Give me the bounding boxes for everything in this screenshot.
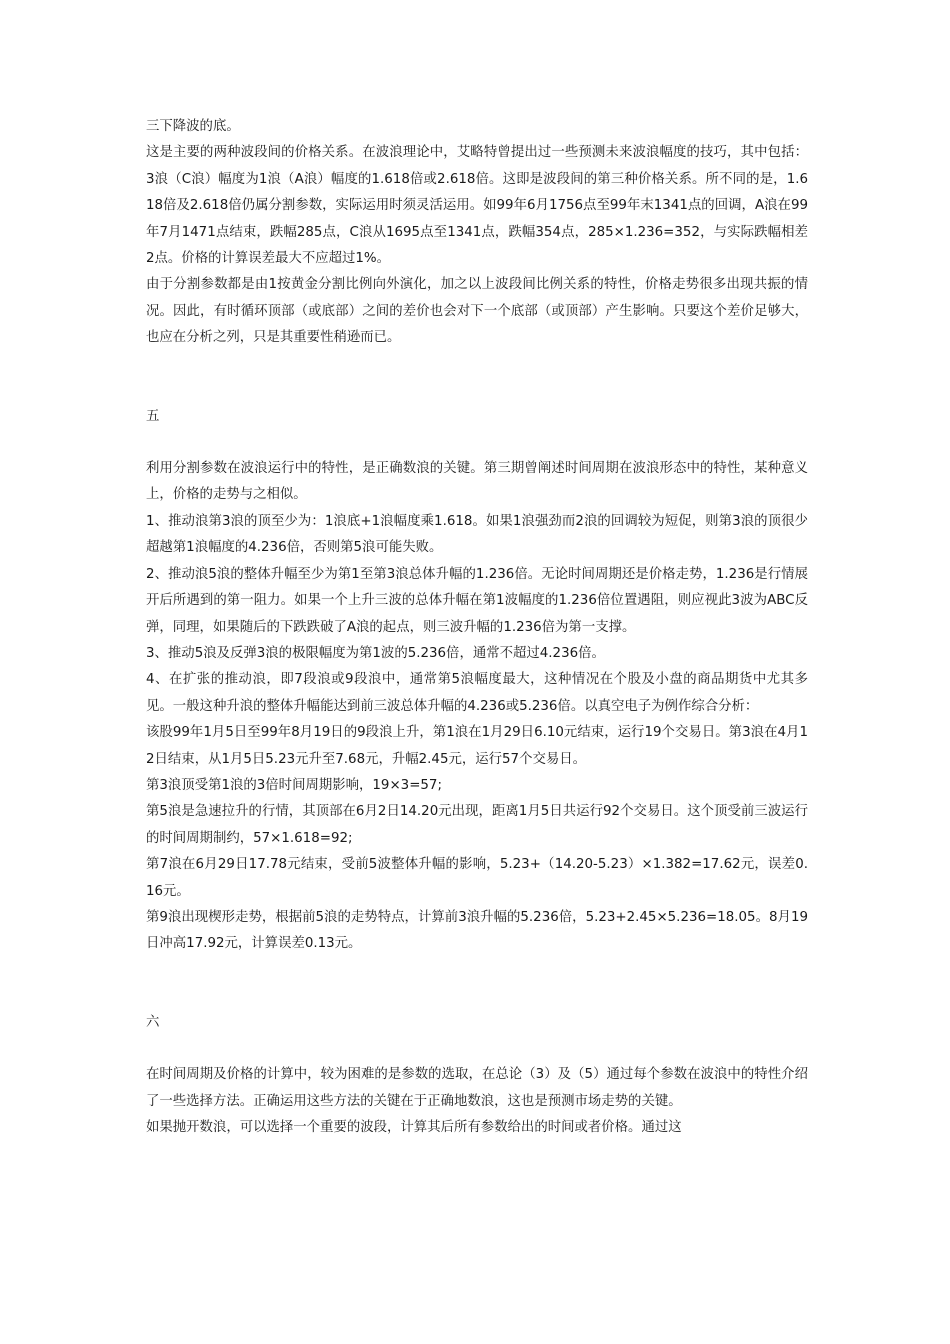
paragraph: 1、推动浪第3浪的顶至少为：1浪底+1浪幅度乘1.618。如果1浪强劲而2浪的回调较为短促，则第3浪的顶很少超越第1浪幅度的4.236倍，否则第5浪可能失败。 bbox=[146, 513, 808, 556]
section-heading-5: 五 bbox=[146, 408, 160, 424]
spacer bbox=[146, 958, 808, 1010]
spacer bbox=[146, 1036, 808, 1062]
paragraph: 第3浪顶受第1浪的3倍时间周期影响，19×3=57; bbox=[146, 777, 442, 793]
paragraph: 2、推动浪5浪的整体升幅至少为第1至第3浪总体升幅的1.236倍。无论时间周期还是价格走势，1.236是行情展开后所遇到的第一阻力。如果一个上升三波的总体升幅在第1波幅度的1.236倍位置遇阻，则应视此3波为ABC反弹，同理，如果随后的下跌跌破了A浪的起点，则三波升幅的1.236倍为第一支撑。 bbox=[146, 566, 808, 635]
paragraph: 4、在扩张的推动浪，即7段浪或9段浪中，通常第5浪幅度最大，这种情况在个股及小盘的商品期货中尤其多见。一般这种升浪的整体升幅能达到前三波总体升幅的4.236或5.236倍。以真空电子为例作综合分析： bbox=[146, 672, 808, 714]
paragraph: 第7浪在6月29日17.78元结束，受前5波整体升幅的影响，5.23+（14.20-5.23）×1.382=17.62元，误差0.16元。 bbox=[146, 857, 808, 899]
section-heading-6: 六 bbox=[146, 1014, 160, 1030]
paragraph: 如果抛开数浪，可以选择一个重要的波段，计算其后所有参数给出的时间或者价格。通过这 bbox=[146, 1120, 682, 1135]
paragraph: 这是主要的两种波段间的价格关系。在波浪理论中，艾略特曾提出过一些预测未来波浪幅度的技巧，其中包括：3浪（C浪）幅度为1浪（A浪）幅度的1.618倍或2.618倍。这即是波段间的第三种价格关系。所不同的是，1.618倍及2.618倍仍属分割参数，实际运用时须灵活运用。如99年6月1756点至99年末1341点的回调，A浪在99年7月1471点结束，跌幅285点，C浪从1695点至1341点，跌幅354点，285×1.236=352，与实际跌幅相差2点。价格的计算误差最大不应超过1%。 bbox=[146, 145, 808, 267]
spacer bbox=[146, 352, 808, 404]
document-page bbox=[146, 114, 808, 1141]
paragraph: 第9浪出现楔形走势，根据前5浪的走势特点，计算前3浪升幅的5.236倍，5.23+2.45×5.236=18.05。8月19日冲高17.92元，计算误差0.13元。 bbox=[146, 909, 808, 952]
spacer bbox=[146, 430, 808, 456]
paragraph: 三下降波的底。 bbox=[146, 119, 240, 134]
paragraph: 3、推动5浪及反弹3浪的极限幅度为第1波的5.236倍，通常不超过4.236倍。 bbox=[146, 645, 605, 661]
paragraph: 该股99年1月5日至99年8月19日的9段浪上升，第1浪在1月29日6.10元结束，运行19个交易日。第3浪在4月12日结束，从1月5日5.23元升至7.68元，升幅2.45元，运行57个交易日。 bbox=[146, 725, 808, 767]
paragraph: 在时间周期及价格的计算中，较为困难的是参数的选取，在总论（3）及（5）通过每个参数在波浪中的特性介绍了一些选择方法。正确运用这些方法的关键在于正确地数浪，这也是预测市场走势的关键。 bbox=[146, 1067, 808, 1109]
paragraph: 第5浪是急速拉升的行情，其顶部在6月2日14.20元出现，距离1月5日共运行92个交易日。这个顶受前三波运行的时间周期制约，57×1.618=92; bbox=[146, 804, 808, 846]
paragraph: 利用分割参数在波浪运行中的特性，是正确数浪的关键。第三期曾阐述时间周期在波浪形态中的特性，某种意义上，价格的走势与之相似。 bbox=[146, 461, 808, 503]
paragraph: 由于分割参数都是由1按黄金分割比例向外演化，加之以上波段间比例关系的特性，价格走势很多出现共振的情况。因此，有时循环顶部（或底部）之间的差价也会对下一个底部（或顶部）产生影响。只要这个差价足够大，也应在分析之列，只是其重要性稍逊而已。 bbox=[146, 277, 808, 346]
